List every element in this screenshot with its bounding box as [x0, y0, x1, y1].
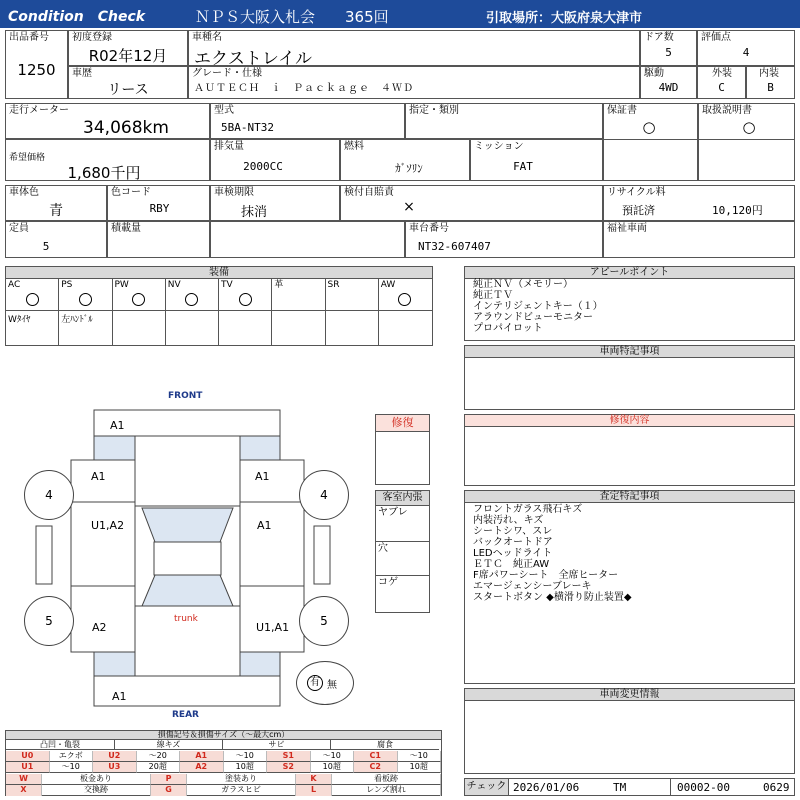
note-line: シートシワ、スレ [473, 526, 553, 537]
warranty-cell [603, 103, 698, 181]
part-hood: A1 [110, 419, 125, 432]
equipment-item [113, 311, 166, 345]
load-label: 積載量 [111, 223, 141, 234]
doors-label: ドア数 [644, 32, 674, 43]
legend-damage-code: S1 [267, 751, 311, 762]
score-label: 評価点 [701, 32, 731, 43]
color-code-label: 色コード [111, 187, 151, 198]
change-info-panel [464, 688, 795, 774]
history-cell [68, 66, 188, 99]
left-rear-door-shape [71, 586, 135, 652]
exterior-value: C [718, 81, 725, 94]
legend-damage-code: A1 [180, 751, 224, 762]
equipment-item-label: PW [114, 280, 129, 290]
right-rear-door-shape [240, 586, 304, 652]
color-code-value: RBY [149, 202, 170, 215]
front-label: FRONT [168, 391, 203, 401]
equipment-item [326, 278, 379, 311]
legend-damage-code: C2 [354, 762, 398, 773]
legend-header: 線キズ [115, 740, 223, 750]
part-right-rear-door: U1,A1 [256, 621, 290, 634]
equipment-item-label: PS [61, 280, 73, 290]
tire-rear-right: 5 [299, 596, 349, 646]
lot-number-label: 出品番号 [9, 32, 49, 43]
legend-damage-size: 〜10 [398, 751, 442, 762]
legend-mark-code: W [6, 774, 42, 785]
capacity-label: 定員 [9, 223, 29, 234]
grade-cell [188, 66, 640, 99]
inspection-notes-title: 査定特記事項 [465, 491, 794, 503]
spare-no-mark: 無 [327, 680, 337, 691]
equipment-item [219, 311, 272, 345]
equipment-item [166, 311, 219, 345]
chassis-value: NT32-607407 [418, 240, 491, 253]
liability-value: × [403, 199, 415, 215]
appeal-title: アピールポイント [465, 267, 794, 279]
model-label: 車種名 [192, 32, 222, 43]
warranty-label: 保証書 [607, 105, 637, 116]
desired-price-cell [5, 139, 210, 181]
rear-left-corner [94, 652, 135, 676]
welfare-cell [603, 221, 795, 258]
displacement-value: 2000CC [243, 160, 283, 173]
footer-number: 0629 [763, 781, 790, 794]
legend-mark-meaning: 交換跡 [42, 785, 151, 796]
recycle-status: 預託済 [622, 204, 655, 217]
spare-yes-mark: 有 [307, 675, 323, 691]
note-line: アラウンドビューモニター [473, 312, 593, 323]
recycle-cell [603, 185, 795, 221]
legend-mark-meaning: 板金あり [42, 774, 151, 785]
equipment-item [59, 311, 112, 345]
check-footer [464, 778, 795, 796]
pickup-location: 引取場所：大阪府泉大津市 [486, 11, 643, 26]
trunk-label: trunk [174, 614, 198, 624]
checker: TM [613, 781, 627, 794]
note-line: 純正ＴＶ [473, 290, 513, 301]
equipment-item [166, 278, 219, 311]
equipment-present-mark [132, 293, 145, 306]
chassis-label: 車台番号 [409, 223, 449, 234]
equipment-item-label: AC [8, 280, 21, 290]
liability-label: 検付自賠責 [344, 187, 394, 198]
legend-damage-size: 〜10 [311, 751, 355, 762]
tire-rear-left: 5 [24, 596, 74, 646]
displacement-label: 排気量 [214, 141, 244, 152]
tire-front-right: 4 [299, 470, 349, 520]
legend-damage-code: C1 [354, 751, 398, 762]
warranty-value: ○ [642, 118, 656, 136]
first-registration-label: 初度登録 [72, 32, 112, 43]
note-line: LEDヘッドライト [473, 548, 553, 559]
equipment-item [272, 278, 325, 311]
equipment-item-label: 左ﾊﾝﾄﾞﾙ [61, 315, 93, 325]
mileage-value: 34,068km [83, 118, 169, 138]
fuel-label: 燃料 [344, 141, 364, 152]
manual-cell [698, 103, 795, 181]
inspection-notes-list [473, 504, 632, 603]
equipment-item-label: AW [380, 280, 396, 290]
grade-label: グレード・仕様 [192, 68, 262, 79]
footer-divider [670, 779, 671, 795]
damage-legend [5, 730, 442, 796]
first-registration-value: R02年12月 [88, 47, 168, 65]
legend-damage-size: 10超 [398, 762, 442, 773]
desired-price-value: 1,680千円 [67, 164, 141, 182]
fuel-value: ｶﾞｿﾘﾝ [395, 162, 423, 175]
score-value: 4 [742, 46, 750, 59]
lot-number-cell [5, 30, 68, 99]
equipment-item [113, 278, 166, 311]
note-line: スタートボタン ◆横滑り防止装置◆ [473, 592, 632, 603]
legend-damage-code: A2 [180, 762, 224, 773]
spare-tire-indicator [296, 661, 354, 705]
legend-damage-size: 〜20 [137, 751, 181, 762]
legend-mark-code: K [296, 774, 332, 785]
legend-header: サビ [223, 740, 331, 750]
part-rear-bumper: A1 [112, 690, 127, 703]
right-front-fender [240, 460, 304, 502]
model-value: エクストレイル [194, 49, 312, 69]
legend-damage-code: U3 [93, 762, 137, 773]
equipment-item [219, 278, 272, 311]
note-line: バックオートドア [473, 537, 553, 548]
cabin-box [375, 490, 430, 613]
body-color-cell [5, 185, 107, 221]
inspection-label: 車検期限 [214, 187, 254, 198]
inspection-cell [210, 185, 340, 221]
welfare-label: 福祉車両 [607, 223, 647, 234]
appeal-list [473, 279, 603, 334]
cabin-row-tear [376, 506, 429, 542]
equipment-item [6, 311, 59, 345]
auction-session: 365回 [345, 8, 389, 26]
part-right-front-fender: A1 [255, 470, 270, 483]
drive-value: 4WD [658, 81, 679, 94]
right-mirror [314, 526, 330, 584]
repair-detail-title: 修復内容 [465, 415, 794, 427]
mileage-cell [5, 103, 210, 139]
first-registration-cell [68, 30, 188, 66]
repair-box-title: 修復 [376, 415, 429, 432]
repair-box [375, 414, 430, 485]
legend-header: 凸凹・亀裂 [6, 740, 115, 750]
special-notes-title: 車両特記事項 [465, 346, 794, 358]
cabin-hole-label: 穴 [378, 543, 388, 554]
right-front-door-shape [240, 502, 304, 586]
legend-damage-code: U1 [6, 762, 50, 773]
auction-name: ＮＰＳ大阪入札会 [195, 8, 316, 26]
history-label: 車歴 [72, 68, 92, 79]
grade-value: ＡＵＴＥＣＨ ｉ Ｐａｃｋａｇｅ ４ＷＤ [194, 83, 414, 94]
legend-mark-code: G [151, 785, 187, 796]
mission-label: ミッション [474, 141, 524, 152]
note-line: ＥＴＣ 純正AW [473, 559, 550, 570]
type-value: 5BA-NT32 [221, 121, 274, 134]
cabin-box-title: 客室内張 [376, 491, 429, 506]
front-right-corner [240, 436, 280, 460]
note-line: フロントガラス飛石キズ [473, 504, 583, 515]
part-left-front-fender: A1 [91, 470, 106, 483]
equipment-item [272, 311, 325, 345]
capacity-cell [5, 221, 107, 258]
legend-mark-code: P [151, 774, 187, 785]
left-front-door-shape [71, 502, 135, 586]
exterior-cell [697, 66, 746, 99]
special-notes-panel [464, 345, 795, 410]
legend-header: 腐食 [331, 740, 439, 750]
legend-damage-size: 〜10 [50, 762, 94, 773]
type-cell [210, 103, 405, 139]
equipment-present-mark [398, 293, 411, 306]
tire-front-left: 4 [24, 470, 74, 520]
legend-mark-code: L [296, 785, 332, 796]
equipment-item-label: Wﾀｲﾔ [8, 315, 31, 325]
check-date: 2026/01/06 [513, 781, 580, 794]
type-label: 型式 [214, 105, 234, 116]
part-left-front-door: U1,A2 [91, 519, 125, 532]
exterior-label: 外装 [712, 68, 732, 79]
mileage-label: 走行メーター [9, 105, 69, 116]
legend-mark-meaning: ガラスヒビ [187, 785, 296, 796]
legend-damage-code: U2 [93, 751, 137, 762]
manual-value: ○ [742, 118, 756, 136]
load-cell [107, 221, 210, 258]
color-code-cell [107, 185, 210, 221]
legend-mark-meaning: 塗装あり [187, 774, 296, 785]
header-title: Condition Check [8, 9, 146, 25]
equipment-present-mark [239, 293, 252, 306]
body-color-value: 青 [49, 203, 63, 219]
cabin-burn-label: コゲ [378, 577, 398, 588]
capacity-value: 5 [42, 240, 50, 253]
legend-mark-meaning: 看板跡 [332, 774, 441, 785]
equipment-item-label: 革 [274, 280, 284, 290]
hood [135, 436, 240, 506]
interior-label: 内装 [759, 68, 779, 79]
rear-window [142, 575, 233, 606]
history-value: リース [107, 82, 149, 98]
appeal-panel [464, 266, 795, 341]
interior-cell [746, 66, 795, 99]
displacement-cell [210, 139, 340, 181]
inspection-value: 抹消 [240, 205, 267, 220]
body-color-label: 車体色 [9, 187, 39, 198]
equipment-item-label: NV [167, 280, 181, 290]
equipment-item [379, 278, 432, 311]
fuel-cell [340, 139, 470, 181]
roof [154, 542, 221, 575]
blank-cell [210, 221, 405, 258]
equipment-present-mark [79, 293, 92, 306]
footer-code: 00002-00 [677, 781, 730, 794]
legend-damage-size: 10超 [224, 762, 268, 773]
part-left-rear-door: A2 [92, 621, 107, 634]
equipment-item-label: TV [221, 280, 233, 290]
note-line: エマージェンシーブレーキ [473, 581, 592, 592]
part-right-front-door: A1 [257, 519, 272, 532]
equipment-item-label: SR [327, 280, 340, 290]
legend-mark-code: X [6, 785, 42, 796]
note-line: プロパイロット [473, 323, 543, 334]
liability-cell [340, 185, 603, 221]
legend-damage-size: 20超 [137, 762, 181, 773]
legend-mark-meaning: レンズ割れ [332, 785, 441, 796]
repair-detail-panel [464, 414, 795, 486]
desired-price-label: 希望価格 [9, 153, 46, 163]
note-line: インテリジェントキー（１） [473, 301, 603, 312]
header-bar [0, 0, 800, 28]
designation-label: 指定・類別 [409, 105, 459, 116]
recycle-label: リサイクル料 [607, 187, 666, 198]
check-label: チェック [465, 779, 509, 795]
drive-cell [640, 66, 697, 99]
front-left-corner [94, 436, 135, 460]
inspection-notes-panel [464, 490, 795, 684]
score-cell [697, 30, 795, 66]
cabin-row-burn [376, 576, 429, 612]
equipment-item [59, 278, 112, 311]
left-mirror [36, 526, 52, 584]
legend-damage-size: 10超 [311, 762, 355, 773]
equipment-item [326, 311, 379, 345]
legend-damage-size: エクボ [50, 751, 94, 762]
equipment-item [6, 278, 59, 311]
equipment-panel [5, 266, 433, 346]
mission-cell [470, 139, 603, 181]
cabin-tear-label: ヤブレ [378, 507, 408, 518]
note-line: 内装汚れ、キズ [473, 515, 544, 526]
equipment-item [379, 311, 432, 345]
note-line: F席パワーシート 全席ヒーター [473, 570, 619, 581]
drive-label: 駆動 [644, 68, 664, 79]
equipment-title: 装備 [6, 267, 432, 279]
windshield [142, 508, 233, 542]
equipment-present-mark [26, 293, 39, 306]
warranty-divider [603, 139, 795, 140]
recycle-amount: 10,120円 [712, 204, 763, 217]
lot-number-value: 1250 [17, 61, 56, 79]
legend-damage-size: 〜10 [224, 751, 268, 762]
note-line: 純正ＮＶ（メモリー） [473, 279, 573, 290]
change-info-title: 車両変更情報 [465, 689, 794, 701]
doors-value: 5 [665, 46, 672, 59]
model-cell [188, 30, 640, 69]
chassis-cell [405, 221, 603, 258]
rear-label: REAR [172, 710, 199, 720]
designation-cell [405, 103, 603, 139]
legend-damage-code: S2 [267, 762, 311, 773]
mission-value: FAT [513, 160, 533, 173]
doors-cell [640, 30, 697, 66]
rear-right-corner [240, 652, 280, 676]
equipment-present-mark [185, 293, 198, 306]
legend-title: 損傷記号＆損傷サイズ（〜最大cm） [6, 731, 441, 740]
manual-label: 取扱説明書 [702, 105, 752, 116]
legend-damage-code: U0 [6, 751, 50, 762]
interior-value: B [767, 81, 774, 94]
cabin-row-hole [376, 542, 429, 576]
